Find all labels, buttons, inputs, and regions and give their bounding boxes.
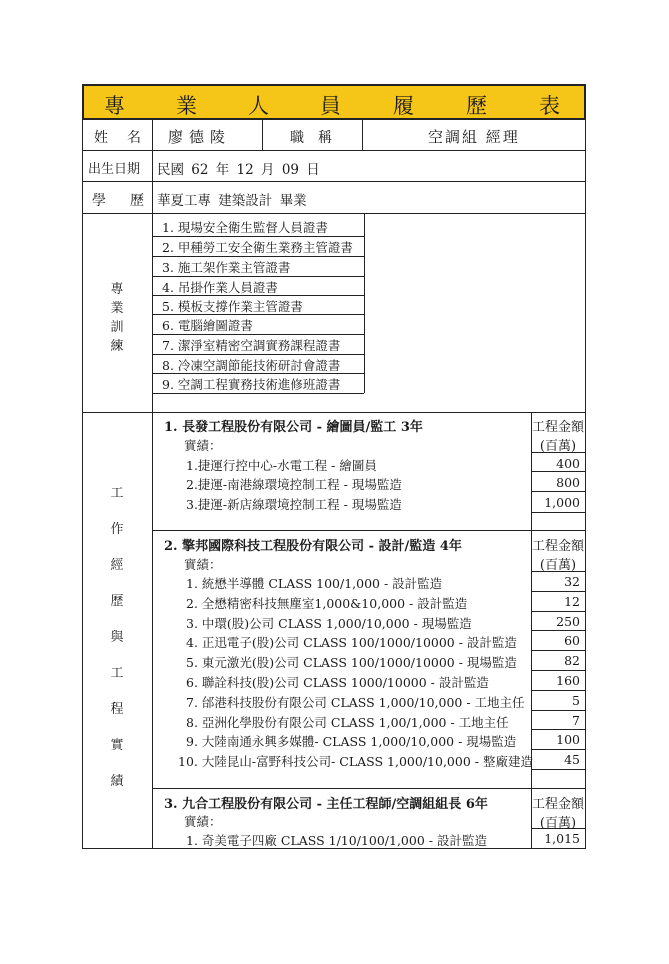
- project-row: 4. 正迅電子(股)公司 CLASS 100/1000/10000 - 設計監造: [186, 635, 517, 650]
- experience-label-char: 程: [110, 702, 124, 717]
- training-row-line: [152, 334, 364, 335]
- row-divider: [82, 213, 586, 214]
- project-row: 7. 邰港科技股份有限公司 CLASS 1,000/10,000 - 工地主任: [186, 695, 525, 710]
- amount-label: 工程金額: [531, 420, 584, 435]
- row-divider: [82, 150, 586, 151]
- training-row-line: [152, 276, 364, 277]
- project-amount: 400: [556, 456, 580, 471]
- project-amount: 12: [564, 594, 580, 609]
- amount-row-line: [531, 491, 586, 492]
- training-item: 2. 甲種勞工安全衛生業務主管證書: [162, 240, 353, 255]
- name-value: 廖德陵: [168, 128, 232, 146]
- project-row: 2. 全懋精密科技無塵室1,000&10,000 - 設計監造: [186, 596, 468, 611]
- project-amount: 800: [556, 475, 580, 490]
- amount-row-line: [531, 630, 586, 631]
- name-divider: [362, 120, 363, 150]
- project-row: 10. 大陸昆山-富野科技公司- CLASS 1,000/10,000 - 整廠建造: [178, 754, 533, 769]
- job-title-label: 職稱: [290, 130, 346, 146]
- training-item: 8. 冷凍空調節能技術研討會證書: [162, 358, 341, 373]
- training-items-right: [364, 213, 365, 393]
- training-label-char: 專: [110, 282, 124, 297]
- section-header: 3. 九合工程股份有限公司 - 主任工程師/空調組組長 6年: [164, 797, 488, 812]
- section-subheader: 實績：: [184, 438, 222, 453]
- name-label-1: 姓: [94, 130, 108, 146]
- training-item: 6. 電腦繪圖證書: [162, 318, 253, 333]
- project-row: 3.捷運-新店線環境控制工程 - 現場監造: [186, 497, 402, 512]
- training-row-line: [152, 354, 364, 355]
- amount-row-line: [531, 471, 586, 472]
- amount-row-line: [531, 611, 586, 612]
- section-header: 2. 擎邦國際科技工程股份有限公司 - 設計/監造 4年: [164, 539, 462, 554]
- training-row-line: [152, 256, 364, 257]
- amount-row-line: [531, 690, 586, 691]
- section-header: 1. 長發工程股份有限公司 - 繪圖員/監工 3年: [164, 420, 423, 435]
- amount-row-line: [531, 769, 586, 770]
- training-label-char: 訓: [110, 320, 124, 335]
- name-label-2: 名: [127, 130, 141, 146]
- job-title-value: 空調組 經理: [428, 128, 520, 146]
- project-row: 1.捷運行控中心-水電工程 - 繪圖員: [186, 458, 377, 473]
- amount-row-line: [531, 591, 586, 592]
- title-char: 專: [104, 94, 125, 118]
- section-divider: [152, 530, 586, 531]
- project-row: 1. 統懋半導體 CLASS 100/1,000 - 設計監造: [186, 576, 443, 591]
- education-label-1: 學: [92, 193, 106, 209]
- title-char: 員: [320, 94, 341, 118]
- birth-value: 民國 62 年 12 月 09 日: [157, 162, 320, 178]
- title-char: 業: [176, 94, 197, 118]
- project-amount: 100: [556, 732, 580, 747]
- frame-left: [82, 120, 83, 848]
- row-divider: [82, 412, 586, 413]
- project-amount: 1,000: [544, 495, 580, 510]
- title-char: 履: [393, 94, 414, 118]
- project-row: 5. 東元激光(股)公司 CLASS 100/1000/10000 - 現場監造: [186, 655, 517, 670]
- project-row: 1. 奇美電子四廠 CLASS 1/10/100/1,000 - 設計監造: [186, 833, 487, 848]
- section-subheader: 實績：: [184, 814, 222, 829]
- project-amount: 160: [556, 673, 580, 688]
- birth-label: 出生日期: [88, 162, 141, 177]
- experience-label-char: 與: [110, 630, 124, 645]
- name-divider: [262, 120, 263, 150]
- title-char: 人: [248, 94, 269, 118]
- project-amount: 45: [564, 752, 580, 767]
- amount-row-line: [531, 749, 586, 750]
- amount-row-line: [531, 710, 586, 711]
- education-value: 華夏工專 建築設計 畢業: [157, 193, 307, 209]
- training-item: 3. 施工架作業主管證書: [162, 260, 291, 275]
- training-item: 4. 吊掛作業人員證書: [162, 280, 278, 295]
- project-amount: 60: [564, 633, 580, 648]
- training-label-char: 業: [110, 301, 124, 316]
- amount-unit: (百萬): [539, 558, 577, 573]
- training-item: 7. 潔淨室精密空調實務課程證書: [162, 338, 341, 353]
- experience-label-char: 實: [110, 738, 124, 753]
- experience-label-char: 歷: [110, 594, 124, 609]
- amount-label: 工程金額: [531, 539, 584, 554]
- title-char: 歷: [466, 94, 487, 118]
- row-divider: [82, 181, 586, 182]
- education-label-2: 歷: [130, 193, 144, 209]
- amount-unit: (百萬): [539, 439, 577, 454]
- experience-label-char: 工: [110, 666, 124, 681]
- experience-label-char: 經: [110, 558, 124, 573]
- project-amount: 5: [572, 693, 580, 708]
- experience-label-char: 工: [110, 486, 124, 501]
- title-bar: [82, 84, 586, 120]
- amount-row-line: [531, 650, 586, 651]
- label-column-divider: [152, 120, 153, 848]
- project-row: 6. 聯詮科技(股)公司 CLASS 1000/10000 - 設計監造: [186, 675, 489, 690]
- project-amount: 32: [564, 574, 580, 589]
- experience-label-char: 績: [110, 774, 124, 789]
- section-subheader: 實績：: [184, 557, 222, 572]
- amount-row-line: [531, 670, 586, 671]
- project-row: 3. 中環(股)公司 CLASS 1,000/10,000 - 現場監造: [186, 616, 472, 631]
- project-amount: 250: [556, 614, 580, 629]
- training-label-char: 練: [110, 339, 124, 354]
- title-char: 表: [539, 94, 560, 118]
- project-row: 8. 亞洲化學股份有限公司 CLASS 1,00/1,000 - 工地主任: [186, 715, 509, 730]
- training-row-line: [152, 393, 364, 394]
- amount-row-line: [531, 729, 586, 730]
- training-item: 1. 現場安全衛生監督人員證書: [162, 220, 328, 235]
- training-item: 9. 空調工程實務技術進修班證書: [162, 377, 341, 392]
- section-divider: [152, 788, 586, 789]
- project-amount: 1,015: [544, 831, 580, 846]
- amount-label: 工程金額: [531, 797, 584, 812]
- project-amount: 82: [564, 653, 580, 668]
- project-row: 2.捷運-南港線環境控制工程 - 現場監造: [186, 477, 402, 492]
- training-item: 5. 模板支撐作業主管證書: [162, 299, 303, 314]
- amount-unit: (百萬): [539, 816, 577, 831]
- project-amount: 7: [572, 713, 580, 728]
- training-row-line: [152, 236, 364, 237]
- experience-label-char: 作: [110, 522, 124, 537]
- project-row: 9. 大陸南通永興多媒體- CLASS 1,000/10,000 - 現場監造: [186, 734, 517, 749]
- training-right: [585, 213, 586, 412]
- amount-row-line: [531, 512, 586, 513]
